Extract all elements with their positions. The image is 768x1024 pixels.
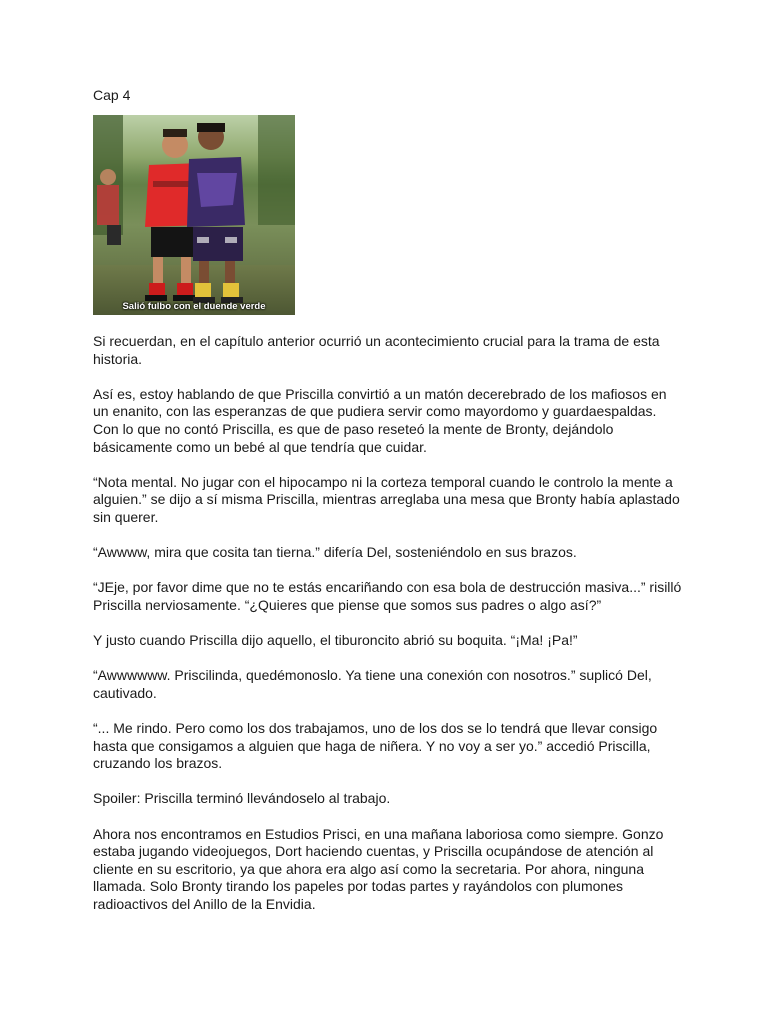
photo-figures (93, 115, 295, 315)
paragraph: “Nota mental. No jugar con el hipocampo ni la corteza temporal cuando le controlo la mente a alguien.” se dijo a sí misma Priscilla, mientras arreglaba una mesa que Bronty había aplastado sin querer. (93, 473, 680, 525)
document-page (93, 86, 683, 931)
paragraph: “Awwwwww. Priscilinda, quedémonoslo. Ya tiene una conexión con nosotros.” suplicó Del, cautivado. (93, 667, 652, 701)
paragraph: Si recuerdan, en el capítulo anterior ocurrió un acontecimiento crucial para la trama de esta historia. (93, 333, 660, 367)
chapter-photo (93, 115, 295, 315)
paragraph: “JEje, por favor dime que no te estás encariñando con esa bola de destrucción masiva...” risilló Priscilla nerviosamente. “¿Quieres que piense que somos sus padres o algo así?” (93, 579, 682, 613)
chapter-title: Cap 4 (93, 87, 131, 103)
photo-caption: Salió fulbo con el duende verde (122, 301, 266, 312)
paragraph: “... Me rindo. Pero como los dos trabajamos, uno de los dos se lo tendrá que llevar consigo hasta que consigamos a alguien que haga de niñera. Y no voy a ser yo.” accedió Priscilla, cruzando los brazos. (93, 720, 658, 772)
paragraph: Así es, estoy hablando de que Priscilla convirtió a un matón decerebrado de los mafiosos en un enanito, con las esperanzas de que pudiera servir como mayordomo y guardaespaldas. Con lo que no contó Priscilla, es que de paso reseteó la mente de Bronty, dejándolo básicamente como un bebé al que tendría que cuidar. (93, 385, 667, 455)
paragraph: Y justo cuando Priscilla dijo aquello, el tiburoncito abrió su boquita. “¡Ma! ¡Pa!” (93, 632, 578, 649)
paragraph: Ahora nos encontramos en Estudios Prisci, en una mañana laboriosa como siempre. Gonzo estaba jugando videojuegos, Dort haciendo cuentas, y Priscilla ocupándose de atención al cliente en su escritorio, ya que ahora era algo así como la secretaria. Por ahora, ninguna llamada. Solo Bronty tirando los papeles por todas partes y rayándolos con plumones radioactivos del Anillo de la Envidia. (93, 825, 664, 912)
paragraph: Spoiler: Priscilla terminó llevándoselo al trabajo. (93, 790, 391, 807)
paragraph: “Awwww, mira que cosita tan tierna.” difería Del, sosteniéndolo en sus brazos. (93, 544, 577, 561)
